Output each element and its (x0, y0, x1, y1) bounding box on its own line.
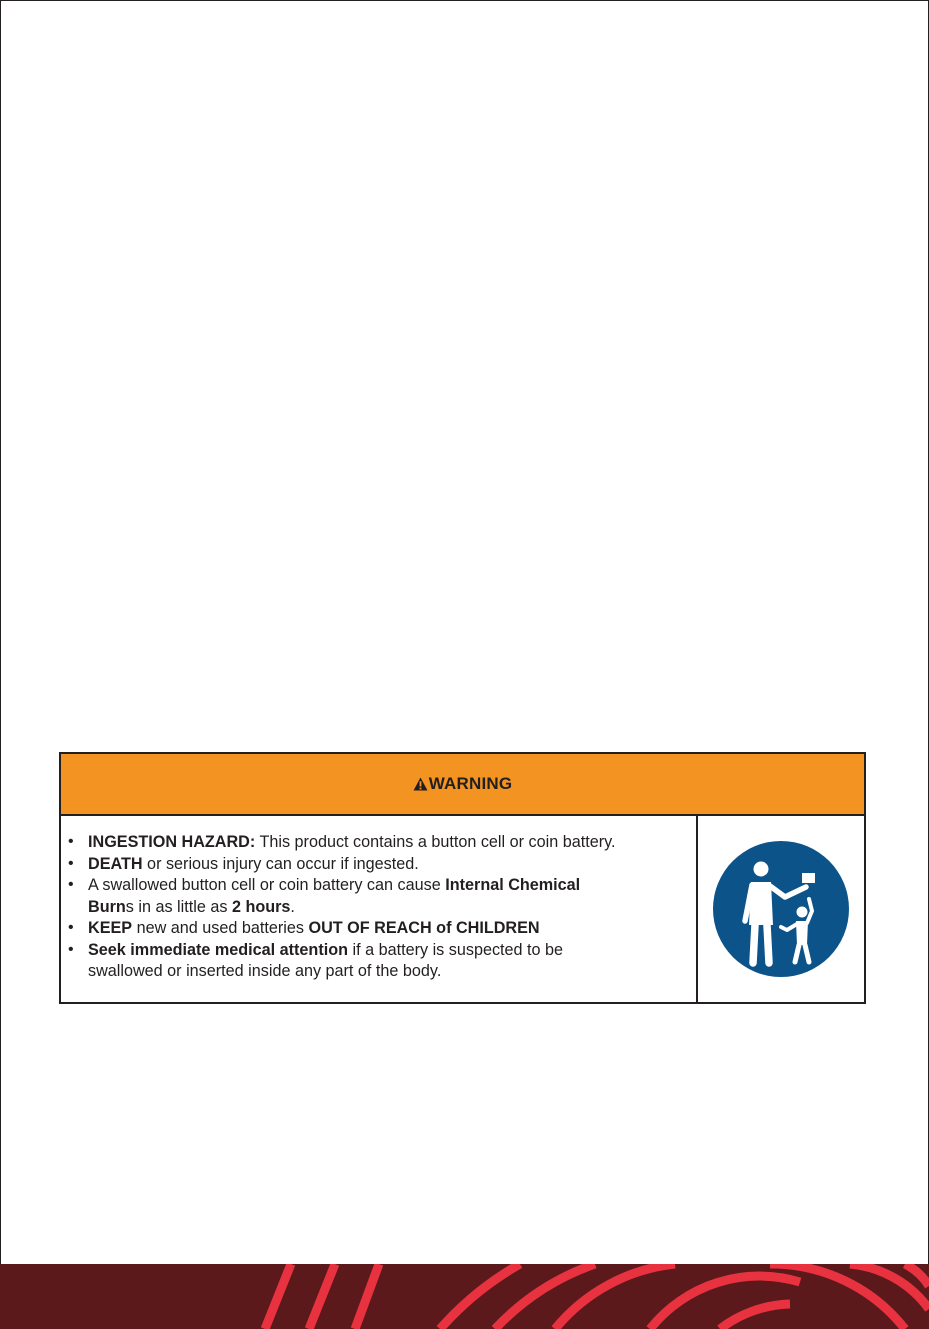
warning-item-bold: Burn (88, 897, 126, 916)
warning-body (61, 816, 864, 1002)
warning-item-text: This product contains a button cell or coin battery. (255, 833, 616, 851)
warning-item-bold: KEEP (88, 919, 133, 937)
warning-item-text: or serious injury can occur if ingested. (142, 854, 419, 873)
warning-triangle-icon (413, 777, 428, 791)
keep-away-from-children-icon (713, 841, 849, 977)
warning-title: WARNING (428, 774, 513, 793)
pictogram-cell (698, 816, 864, 1002)
warning-text-cell (61, 816, 698, 1002)
warning-item-chemical-burns (68, 875, 696, 918)
warning-item-text: new and used batteries (132, 919, 309, 937)
warning-header (61, 754, 864, 816)
footer-decorative-band (0, 1264, 929, 1329)
footer-arc-stripe (265, 1264, 291, 1329)
warning-item-text: s in as little as (125, 897, 232, 916)
warning-list (68, 832, 696, 983)
warning-item-text: if a battery is suspected to be (348, 940, 564, 959)
battery-warning-label (59, 752, 866, 1004)
warning-item-bold: Internal Chemical (445, 876, 581, 894)
warning-item-death (68, 854, 696, 876)
warning-item-bold: INGESTION HAZARD: (88, 833, 256, 851)
warning-item-text: swallowed or inserted inside any part of the body. (88, 962, 442, 980)
footer-arc-curve (720, 1304, 790, 1329)
warning-item-bold: 2 hours (231, 897, 291, 916)
warning-item-medical-attention (68, 940, 696, 983)
warning-item-keep-away (68, 918, 696, 940)
warning-item-text: A swallowed button cell or coin battery can cause (88, 876, 446, 894)
footer-arc-pattern (0, 1264, 929, 1329)
footer-arc-stripe (309, 1264, 335, 1329)
warning-item-bold: Seek immediate medical attention (88, 940, 348, 959)
footer-arc-stripe (355, 1264, 379, 1329)
warning-item-ingestion-hazard (68, 832, 696, 854)
warning-item-bold: DEATH (88, 854, 143, 873)
warning-item-text: . (290, 897, 295, 916)
warning-item-bold: OUT OF REACH of CHILDREN (308, 919, 540, 937)
